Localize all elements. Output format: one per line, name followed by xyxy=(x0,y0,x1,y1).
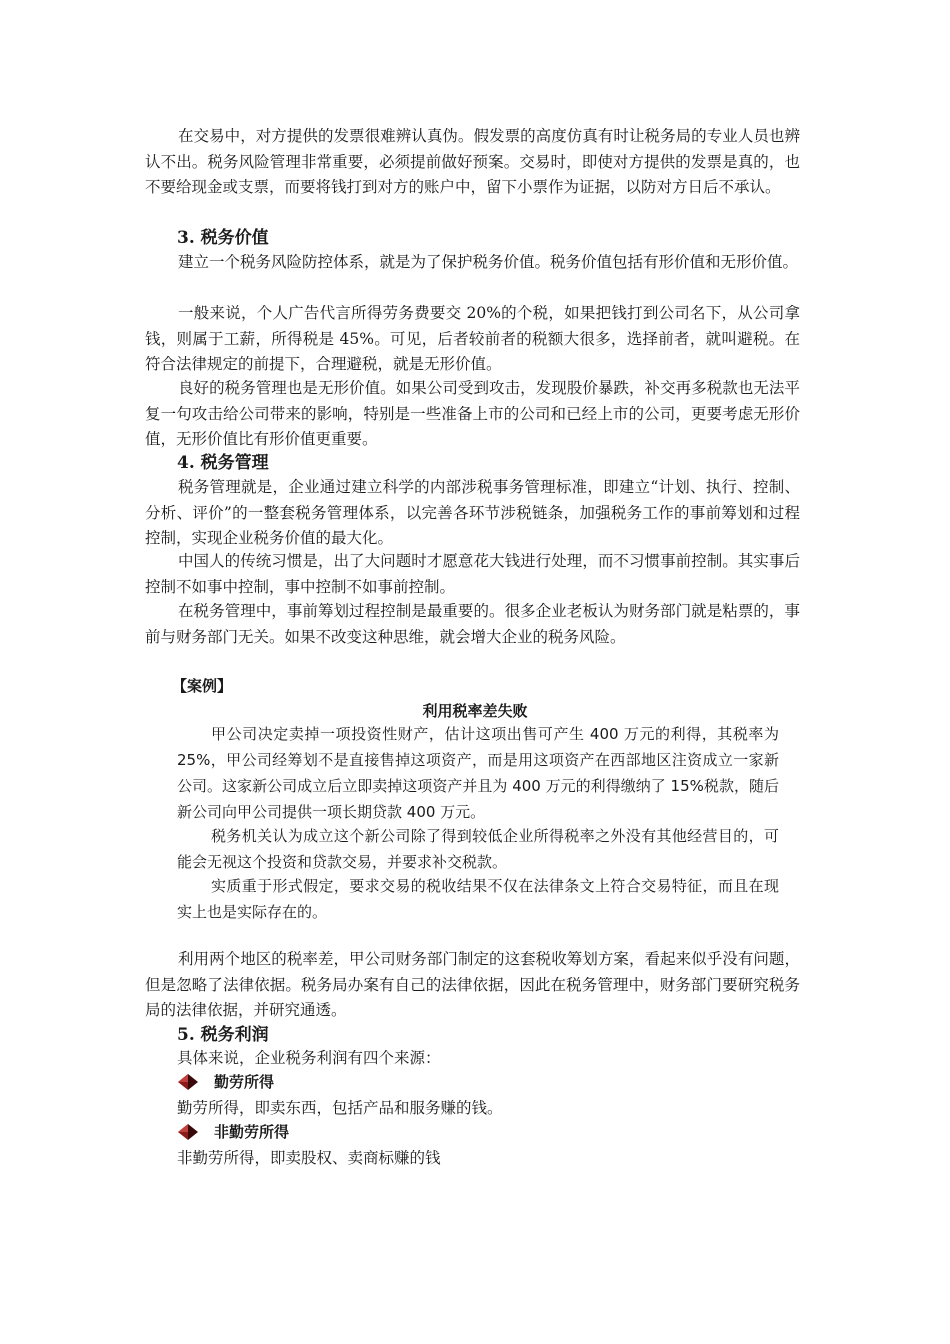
heading-tax-profit: 5. 税务利润 xyxy=(177,1025,269,1045)
diamond-arrow-bullet-icon xyxy=(178,1124,198,1140)
bullet-label: 勤劳所得 xyxy=(214,1073,275,1091)
case-paragraph-2: 税务机关认为成立这个新公司除了得到较低企业所得税率之外没有其他经营目的，可能会无视这个投资和贷款交易，并要求补交税款。 xyxy=(177,827,779,871)
paragraph-tax-avoidance-example: 一般来说，个人广告代言所得劳务费要交 20%的个税，如果把钱打到公司名下，从公司拿钱，则属于工薪，所得税是 45%。可见，后者较前者的税额大很多，选择前者，就叫避税。在符合法律规定的前提下，合理避税，就是无形价值。 xyxy=(145,304,800,373)
paragraph-traditional-habit: 中国人的传统习惯是，出了大问题时才愿意花大钱进行处理，而不习惯事前控制。其实事后控制不如事中控制，事中控制不如事前控制。 xyxy=(145,552,800,596)
paragraph-intangible-value: 良好的税务管理也是无形价值。如果公司受到攻击，发现股价暴跌，补交再多税款也无法平复一句攻击给公司带来的影响，特别是一些准备上市的公司和已经上市的公司，更要考虑无形价值，无形价值比有形价值更重要。 xyxy=(145,379,800,448)
paragraph-profit-sources-intro: 具体来说，企业税务利润有四个来源： xyxy=(177,1049,441,1067)
paragraph-tax-value-intro: 建立一个税务风险防控体系，就是为了保护税务价值。税务价值包括有形价值和无形价值。 xyxy=(178,253,799,271)
paragraph-case-analysis: 利用两个地区的税率差，甲公司财务部门制定的这套税收筹划方案，看起来似乎没有问题，但是忽略了法律依据。税务局办案有自己的法律依据，因此在税务管理中，财务部门要研究税务局的法律依据，并研究通透。 xyxy=(145,950,800,1019)
case-paragraph-1: 甲公司决定卖掉一项投资性财产，估计这项出售可产生 400 万元的利得，其税率为 25%，甲公司经筹划不是直接售掉这项资产，而是用这项资产在西部地区注资成立一家新公司。这家新公司成立后立即卖掉这项资产并且为 400 万元的利得缴纳了 15%税款，随后新公司向甲公司提供一项长期贷款 400 万元。 xyxy=(177,725,779,821)
heading-tax-value: 3. 税务价值 xyxy=(177,228,269,248)
paragraph-pre-planning: 在税务管理中，事前筹划过程控制是最重要的。很多企业老板认为财务部门就是粘票的，事前与财务部门无关。如果不改变这种思维，就会增大企业的税务风险。 xyxy=(145,602,800,646)
paragraph-tax-management-definition: 税务管理就是，企业通过建立科学的内部涉税事务管理标准，即建立“计划、执行、控制、分析、评价”的一整套税务管理体系，以完善各环节涉税链条，加强税务工作的事前筹划和过程控制，实现企业税务价值的最大化。 xyxy=(145,478,800,547)
case-label: 【案例】 xyxy=(172,677,233,695)
case-paragraph-3: 实质重于形式假定，要求交易的税收结果不仅在法律条文上符合交易特征，而且在现实上也是实际存在的。 xyxy=(177,877,779,921)
case-title: 利用税率差失败 xyxy=(422,702,528,720)
bullet-description-non-diligent-income: 非勤劳所得，即卖股权、卖商标赚的钱 xyxy=(177,1149,441,1167)
bullet-description-diligent-income: 勤劳所得，即卖东西，包括产品和服务赚的钱。 xyxy=(177,1099,503,1117)
heading-tax-management: 4. 税务管理 xyxy=(177,453,269,473)
bullet-label: 非勤劳所得 xyxy=(214,1123,290,1141)
paragraph-invoice-risk: 在交易中，对方提供的发票很难辨认真伪。假发票的高度仿真有时让税务局的专业人员也辨认不出。税务风险管理非常重要，必须提前做好预案。交易时，即使对方提供的发票是真的，也不要给现金或支票，而要将钱打到对方的账户中，留下小票作为证据，以防对方日后不承认。 xyxy=(145,127,800,196)
diamond-arrow-bullet-icon xyxy=(178,1074,198,1090)
